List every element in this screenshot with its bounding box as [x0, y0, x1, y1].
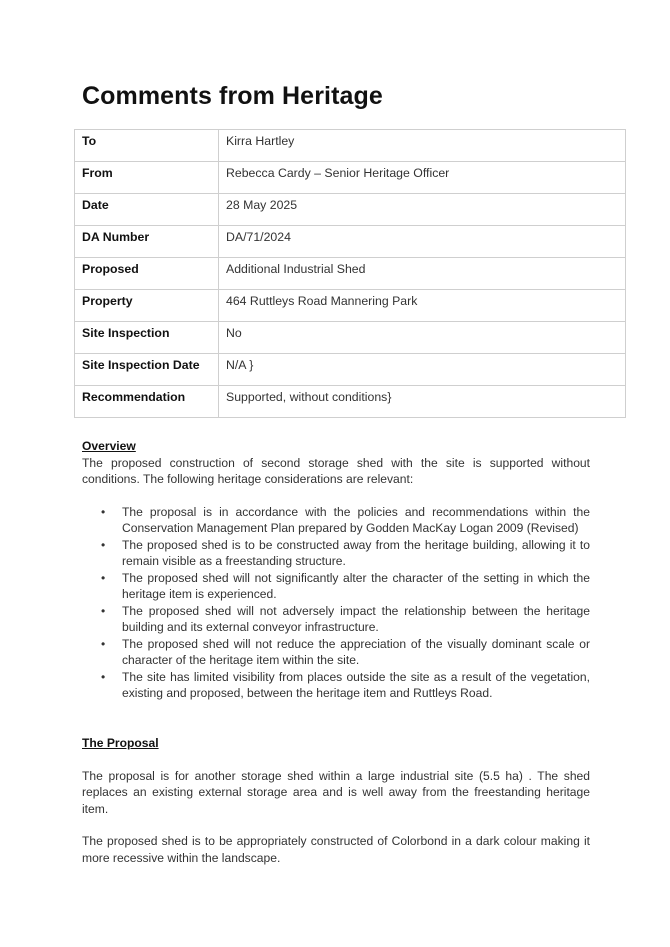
overview-intro: The proposed construction of second storage shed with the site is supported without conditions. The following heritage considerations are relevant:	[82, 455, 590, 486]
row-value: Additional Industrial Shed	[219, 258, 626, 290]
table-row	[75, 290, 626, 322]
list-item-text: The proposed shed will not adversely impact the relationship between the heritage building and its external conveyor infrastructure.	[122, 603, 590, 634]
list-item	[82, 669, 590, 702]
row-label: Site Inspection	[75, 322, 219, 354]
row-label: To	[75, 130, 219, 162]
list-item	[82, 636, 590, 669]
bullet-icon: •	[101, 636, 106, 651]
details-table	[74, 129, 626, 418]
proposal-paragraph-2: The proposed shed is to be appropriately constructed of Colorbond in a dark colour making it more recessive within the landscape.	[82, 834, 590, 865]
bullet-icon: •	[101, 669, 106, 684]
row-label: DA Number	[75, 226, 219, 258]
overview-heading: Overview	[82, 439, 136, 453]
row-value: DA/71/2024	[219, 226, 626, 258]
bullet-icon: •	[101, 570, 106, 585]
list-item-text: The proposal is in accordance with the policies and recommendations within the Conservation Management Plan prepared by Godden MacKay Logan 2009 (Revised)	[122, 504, 590, 535]
list-item-text: The proposed shed will not reduce the appreciation of the visually dominant scale or character of the heritage item within the site.	[122, 636, 590, 667]
bullet-icon: •	[101, 537, 106, 552]
bullet-icon: •	[101, 603, 106, 618]
row-label: Proposed	[75, 258, 219, 290]
row-value: No	[219, 322, 626, 354]
list-item-text: The proposed shed will not significantly alter the character of the setting in which the heritage item is experienced.	[122, 570, 590, 601]
list-item	[82, 537, 590, 570]
list-item	[82, 570, 590, 603]
row-label: Date	[75, 194, 219, 226]
considerations-list	[82, 504, 590, 702]
proposal-heading: The Proposal	[82, 736, 159, 750]
table-row	[75, 226, 626, 258]
list-item	[82, 603, 590, 636]
table-row	[75, 258, 626, 290]
list-item	[82, 504, 590, 537]
proposal-section	[82, 735, 590, 866]
table-row	[75, 354, 626, 386]
overview-section	[82, 438, 590, 702]
row-label: Site Inspection Date	[75, 354, 219, 386]
table-row	[75, 386, 626, 418]
table-row	[75, 322, 626, 354]
row-value: Rebecca Cardy – Senior Heritage Officer	[219, 162, 626, 194]
row-label: Property	[75, 290, 219, 322]
row-label: Recommendation	[75, 386, 219, 418]
table-row	[75, 130, 626, 162]
bullet-icon: •	[101, 504, 106, 519]
proposal-paragraph-1: The proposal is for another storage shed within a large industrial site (5.5 ha) . The shed replaces an existing external storage area and is well away from the freestanding heritage item.	[82, 768, 590, 816]
row-label: From	[75, 162, 219, 194]
row-value: Supported, without conditions}	[219, 386, 626, 418]
page-title: Comments from Heritage	[82, 82, 383, 110]
list-item-text: The proposed shed is to be constructed away from the heritage building, allowing it to remain visible as a freestanding structure.	[122, 537, 590, 568]
row-value: Kirra Hartley	[219, 130, 626, 162]
table-row	[75, 194, 626, 226]
row-value: N/A }	[219, 354, 626, 386]
row-value: 464 Ruttleys Road Mannering Park	[219, 290, 626, 322]
row-value: 28 May 2025	[219, 194, 626, 226]
list-item-text: The site has limited visibility from places outside the site as a result of the vegetation, existing and proposed, between the heritage item and Ruttleys Road.	[122, 669, 590, 700]
table-row	[75, 162, 626, 194]
